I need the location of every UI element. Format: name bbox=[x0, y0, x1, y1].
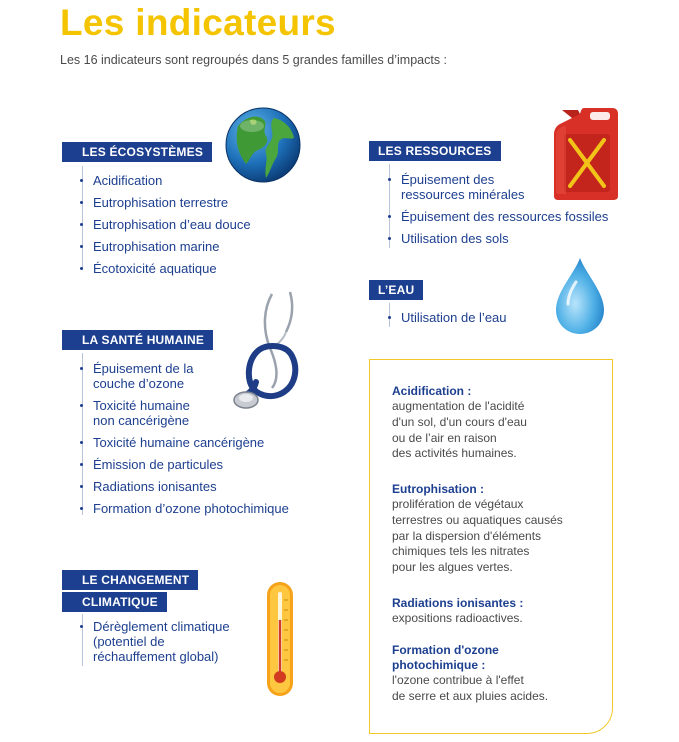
definition-text: augmentation de l'acidité d'un sol, d'un cours d'eau ou de l’air en raison des activités humaines. bbox=[392, 399, 527, 461]
definition-term: Eutrophisation : bbox=[392, 482, 484, 496]
water-list bbox=[388, 310, 507, 325]
climate-tag-line1: LE CHANGEMENT bbox=[62, 570, 198, 590]
water-drop-icon bbox=[552, 256, 608, 336]
definition-term: Formation d'ozone photochimique : bbox=[392, 643, 499, 672]
list-item: Épuisement des ressources fossiles bbox=[388, 209, 608, 224]
list-item: Acidification bbox=[80, 173, 251, 188]
list-item: Toxicité humaine non cancérigène bbox=[80, 398, 289, 428]
water-tag: L’EAU bbox=[369, 280, 423, 300]
list-item: Formation d’ozone photochimique bbox=[80, 501, 289, 516]
resources-tag: LES RESSOURCES bbox=[369, 141, 501, 161]
definition-ozone bbox=[392, 643, 548, 705]
definition-text: expositions radioactives. bbox=[392, 611, 523, 625]
list-item: Toxicité humaine cancérigène bbox=[80, 435, 289, 450]
stethoscope-icon bbox=[232, 288, 308, 416]
page-title: Les indicateurs bbox=[60, 2, 336, 43]
list-item: Eutrophisation terrestre bbox=[80, 195, 251, 210]
intro-text: Les 16 indicateurs sont regroupés dans 5 grandes familles d’impacts : bbox=[60, 53, 448, 67]
health-tag: LA SANTÉ HUMAINE bbox=[62, 330, 213, 350]
climate-list bbox=[80, 619, 230, 664]
globe-icon bbox=[224, 106, 302, 184]
list-item: Écotoxicité aquatique bbox=[80, 261, 251, 276]
climate-tag-line2: CLIMATIQUE bbox=[62, 592, 167, 612]
definition-text: prolifération de végétaux terrestres ou aquatiques causés par la dispersion d'éléments chimiques tels les nitrates pour les algues vertes. bbox=[392, 497, 563, 575]
list-item: Dérèglement climatique (potentiel de réchauffement global) bbox=[80, 619, 230, 664]
definition-text: l'ozone contribue à l'effet de serre et aux pluies acides. bbox=[392, 673, 549, 703]
list-item: Utilisation des sols bbox=[388, 231, 608, 246]
definition-acidification bbox=[392, 384, 527, 462]
definition-eutrophisation bbox=[392, 482, 563, 576]
ecosystems-tag: LES ÉCOSYSTÈMES bbox=[62, 142, 212, 162]
list-item: Émission de particules bbox=[80, 457, 289, 472]
list-item: Épuisement de la couche d’ozone bbox=[80, 361, 289, 391]
list-item: Eutrophisation d’eau douce bbox=[80, 217, 251, 232]
list-item: Eutrophisation marine bbox=[80, 239, 251, 254]
definition-radiations bbox=[392, 596, 523, 627]
list-item: Épuisement des ressources minérales bbox=[388, 172, 608, 202]
definition-term: Radiations ionisantes : bbox=[392, 596, 524, 610]
jerrycan-icon bbox=[550, 104, 624, 202]
list-item: Radiations ionisantes bbox=[80, 479, 289, 494]
definitions-box bbox=[369, 359, 613, 734]
ecosystems-list bbox=[80, 173, 251, 276]
thermometer-icon bbox=[262, 580, 298, 700]
list-item: Utilisation de l’eau bbox=[388, 310, 507, 325]
definition-term: Acidification : bbox=[392, 384, 472, 398]
